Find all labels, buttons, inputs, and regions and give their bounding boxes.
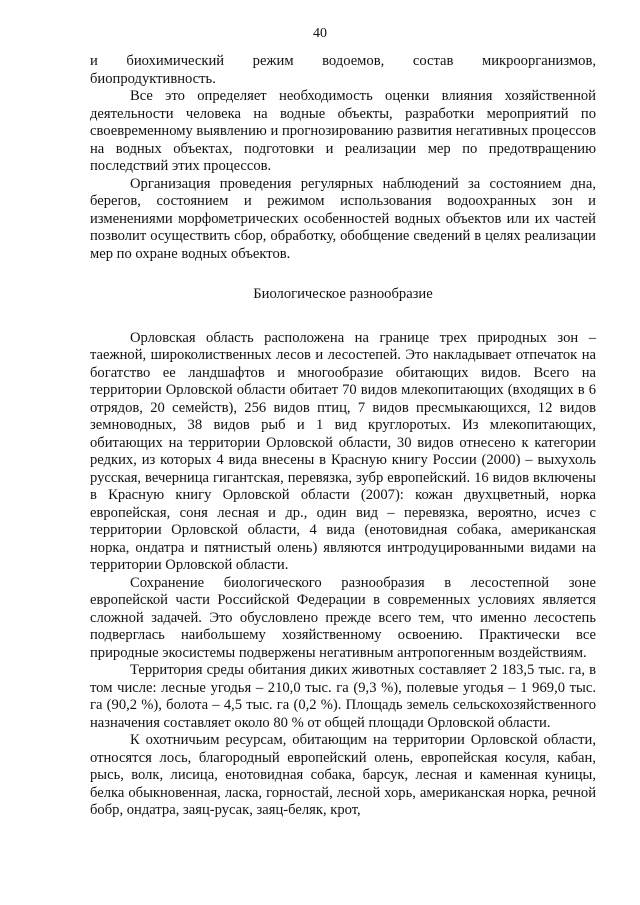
paragraph-hunting-resources: К охотничьим ресурсам, обитающим на территории Орловской области, относятся лось, благородный европейский олень, европейская косуля, кабан, рысь, волк, лисица, енотовидная собака, барсук, лесная и каменная куницы, белка обыкновенная, ласка, горностай, лесной хорь, американская норка, речной бобр, ондатра, заяц-русак, заяц-беляк, крот, [90, 732, 596, 818]
section-heading: Биологическое разнообразие [253, 286, 433, 302]
paragraph-fauna-overview: Орловская область расположена на границе трех природных зон – таежной, широколиственных лесов и лесостепей. Это накладывает отпечаток на богатство ее ландшафтов и многообразие обитающих видов. Всего на территории Орловской области обитает 70 видов млекопитающих (входящих в 6 отрядов, 20 семейств), 256 видов птиц, 7 видов пресмыкающихся, 12 видов земноводных, 38 видов рыб и 1 вид круглоротых. Из млекопитающих, обитающих на территории Орловской области, 30 видов отнесено к категории редких, из которых 4 вида внесены в Красную книгу России (2000) – выхухоль русская, вечерница гигантская, перевязка, зубр европейский. 16 видов включены в Красную книгу Орловской области (2007): кожан двухцветный, норка европейская, соня лесная и др., один вид – перевязка, вероятно, исчез с территории Орловской области, 4 вида (енотовидная собака, американская норка, ондатра и пятнистый олень) являются интродуцированными видами на территории Орловской области. [90, 329, 596, 573]
page-number: 40 [313, 26, 327, 41]
paragraph-assessment-need: Все это определяет необходимость оценки влияния хозяйственной деятельности человека на водные объекты, разработки мероприятий по своевременному выявлению и прогнозированию развития негативных процессов на водных объектах, подготовки и реализации мер по предотвращению последствий этих процессов. [90, 88, 596, 174]
paragraph-continued: и биохимический режим водоемов, состав микроорганизмов, биопродуктивность. [90, 53, 596, 87]
paragraph-biodiversity-conservation: Сохранение биологического разнообразия в лесостепной зоне европейской части Российской Федерации в современных условиях является сложной задачей. Это обусловлено прежде всего тем, что именно лесостепь подверглась наибольшему хозяйственному освоению. Практически все природные экосистемы подвержены негативным антропогенным воздействиям. [90, 574, 596, 661]
page-body [90, 53, 596, 820]
paragraph-observations: Организация проведения регулярных наблюдений за состоянием дна, берегов, состоянием и режимом использования водоохранных зон и изменениями морфометрических особенностей водных объектов или их частей позволит осуществить сбор, обработку, обобщение сведений в целях реализации мер по охране водных объектов. [90, 175, 596, 262]
paragraph-habitat-territory: Территория среды обитания диких животных составляет 2 183,5 тыс. га, в том числе: лесные угодья – 210,0 тыс. га (9,3 %), полевые угодья – 1 969,0 тыс. га (90,2 %), болота – 4,5 тыс. га (0,2 %). Площадь земель сельскохозяйственного назначения составляет около 80 % от общей площади Орловской области. [90, 662, 596, 731]
